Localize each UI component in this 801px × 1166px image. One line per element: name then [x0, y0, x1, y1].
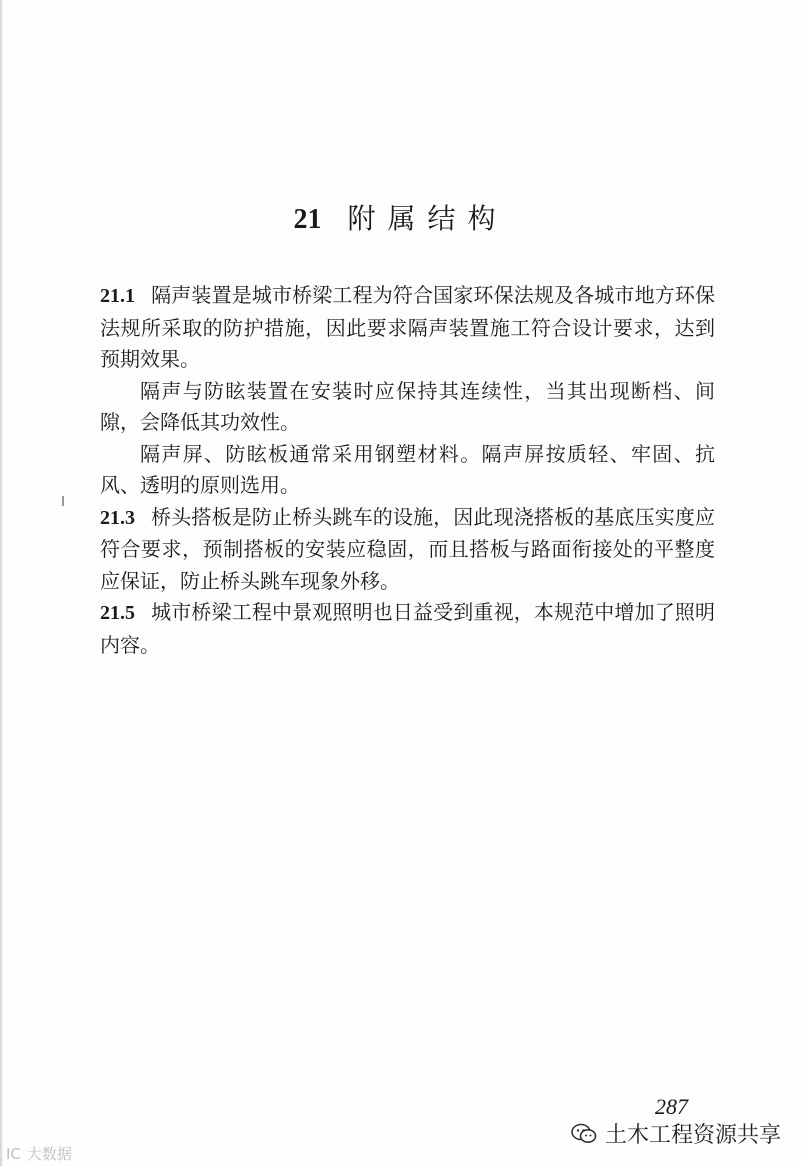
clause-number: 21.3 [100, 506, 135, 529]
clause-number: 21.5 [100, 602, 135, 624]
chapter-heading [0, 197, 801, 237]
paragraph-continuation [100, 439, 715, 502]
watermark-text: 土木工程资源共享 [604, 1123, 781, 1148]
paragraph-21-3 [100, 502, 715, 598]
scan-speck [62, 496, 64, 506]
watermark-text: 大数据 [26, 1145, 72, 1163]
paragraph-21-5 [100, 597, 715, 661]
paragraph-text: 桥头搭板是防止桥头跳车的设施，因此现浇搭板的基底压实度应符合要求，预制搭板的安装应稳固，而且搭板与路面衔接处的平整度应保证，防止桥头跳车现象外移。 [100, 504, 715, 593]
wechat-icon [571, 1123, 597, 1145]
watermark-source [571, 1118, 781, 1149]
chapter-title: 附属结构 [347, 202, 508, 235]
watermark-mark: IC [6, 1144, 21, 1163]
clause-number: 21.1 [100, 285, 135, 307]
paragraph-21-1 [100, 280, 715, 376]
watermark-corner [6, 1143, 72, 1164]
chapter-number: 21 [293, 204, 322, 235]
paragraph-text: 隔声装置是城市桥梁工程为符合国家环保法规及各城市地方环保法规所采取的防护措施，因此要求隔声装置施工符合设计要求，达到预期效果。 [100, 283, 715, 371]
paragraph-text: 隔声屏、防眩板通常采用钢塑材料。隔声屏按质轻、牢固、抗风、透明的原则选用。 [100, 441, 715, 497]
paragraph-continuation [100, 376, 715, 439]
page-number: 287 [655, 1094, 688, 1119]
chapter-body [100, 280, 715, 661]
paragraph-text: 隔声与防眩装置在安装时应保持其连续性，当其出现断档、间隙，会降低其功效性。 [100, 378, 715, 434]
paragraph-text: 城市桥梁工程中景观照明也日益受到重视，本规范中增加了照明内容。 [100, 600, 715, 657]
scan-edge-shadow [0, 0, 3, 1166]
